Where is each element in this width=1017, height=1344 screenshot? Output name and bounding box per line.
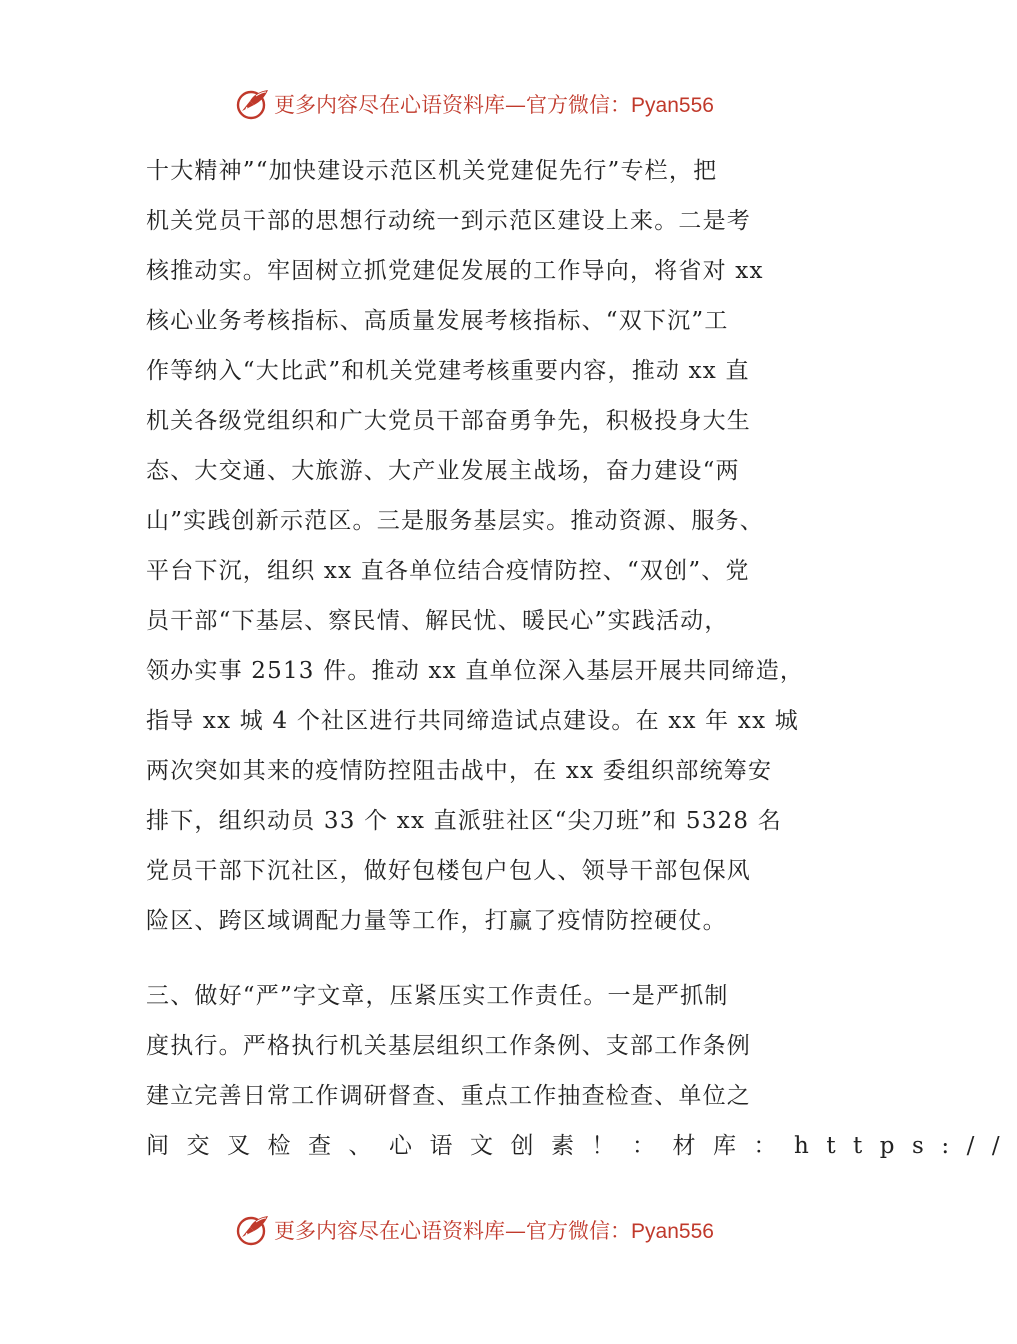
watermark-text: 更多内容尽在心语资料库—官方微信： (274, 1219, 632, 1243)
text-line: 排下，组织动员 33 个 xx 直派驻社区“尖刀班”和 5328 名 (146, 808, 782, 834)
text-line: 险区、跨区域调配力量等工作，打赢了疫情防控硬仗。 (146, 908, 727, 934)
watermark-account: Pyan556 (631, 94, 714, 117)
text-line: 态、大交通、大旅游、大产业发展主战场，奋力建设“两 (146, 458, 740, 484)
text-line: 员干部“下基层、察民情、解民忧、暖民心”实践活动， (146, 608, 729, 634)
text-line: 核推动实。牢固树立抓党建促发展的工作导向，将省对 xx (146, 258, 764, 284)
text-line: 核心业务考核指标、高质量发展考核指标、“双下沉”工 (146, 308, 729, 334)
quill-logo-icon (236, 87, 270, 121)
header-watermark (0, 84, 950, 124)
text-line: 平台下沉，组织 xx 直各单位结合疫情防控、“双创”、党 (146, 558, 750, 584)
text-line: 十大精神”“加快建设示范区机关党建促先行”专栏，把 (146, 158, 718, 184)
text-line: 度执行。严格执行机关基层组织工作条例、支部工作条例 (146, 1033, 751, 1059)
text-line: 两次突如其来的疫情防控阻击战中，在 xx 委组织部统筹安 (146, 758, 773, 784)
text-line: 领办实事 2513 件。推动 xx 直单位深入基层开展共同缔造， (146, 658, 805, 684)
text-line: 党员干部下沉社区，做好包楼包户包人、领导干部包保风 (146, 858, 751, 884)
text-line: 机关党员干部的思想行动统一到示范区建设上来。二是考 (146, 208, 751, 234)
text-line: 建立完善日常工作调研督查、重点工作抽查检查、单位之 (146, 1083, 751, 1109)
text-line: 山”实践创新示范区。三是服务基层实。推动资源、服务、 (146, 508, 764, 534)
document-body (146, 146, 1017, 1171)
paragraph (146, 146, 810, 946)
quill-logo-icon (236, 1213, 270, 1247)
watermark-text: 更多内容尽在心语资料库—官方微信： (274, 93, 632, 117)
text-line: 机关各级党组织和广大党员干部奋勇争先，积极投身大生 (146, 408, 751, 434)
paragraph (146, 971, 1017, 1171)
footer-watermark (0, 1210, 950, 1250)
text-line: 三、做好“严”字文章，压紧压实工作责任。一是严抓制 (146, 983, 729, 1009)
text-line: 间交叉检查、心语文创素！：材库：https:// (146, 1133, 1017, 1159)
watermark-account: Pyan556 (631, 1220, 714, 1243)
text-line: 指导 xx 城 4 个社区进行共同缔造试点建设。在 xx 年 xx 城 (146, 708, 799, 734)
text-line: 作等纳入“大比武”和机关党建考核重要内容，推动 xx 直 (146, 358, 750, 384)
paragraph-gap (146, 946, 810, 971)
